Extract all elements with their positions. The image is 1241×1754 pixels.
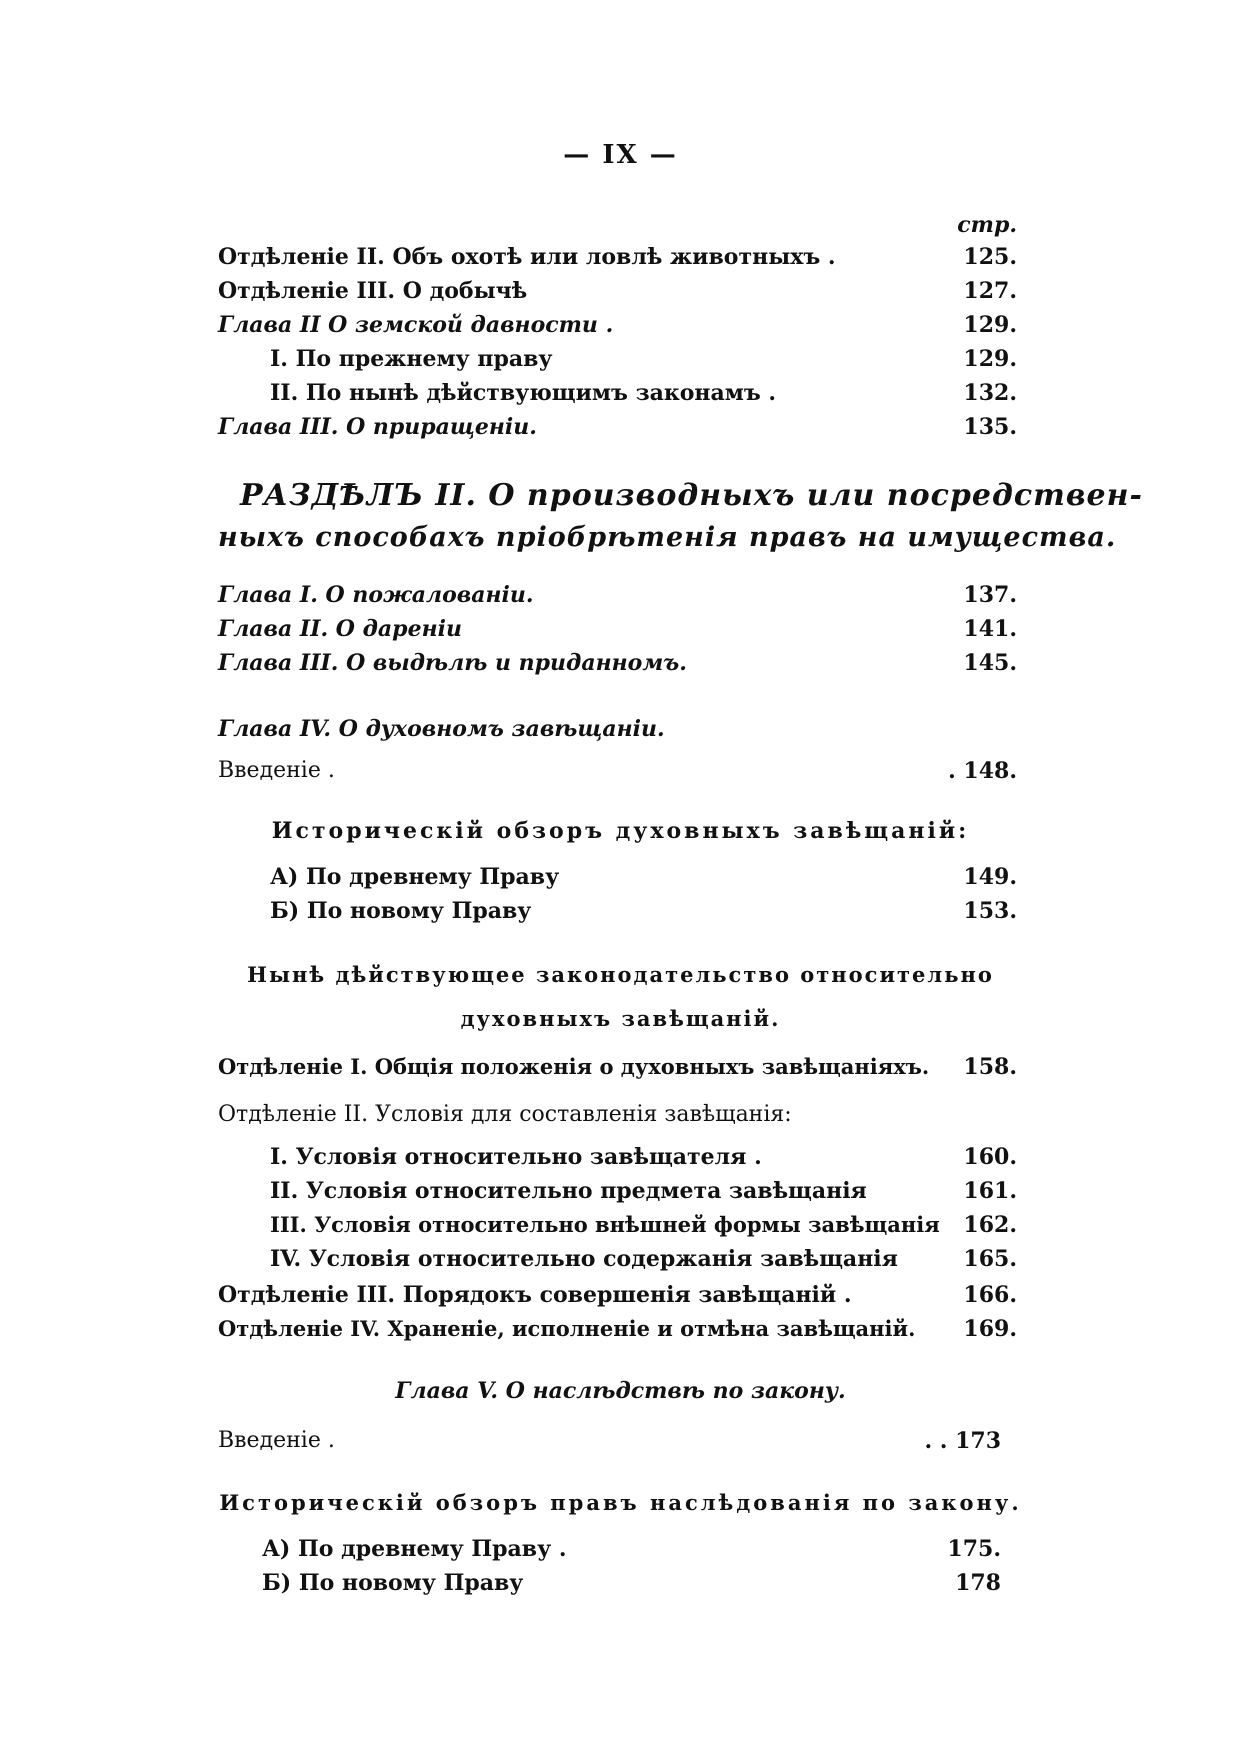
toc-entry [0,244,1241,276]
toc-entry-title: Б) По новому Праву [270,898,532,924]
toc-entry [0,864,1241,896]
toc-entry-title: Отдѣленіе II. Объ охотѣ или ловлѣ животныхъ . [218,244,836,270]
toc-entry [0,1570,1241,1602]
toc-entry-title: II. По нынѣ дѣйствующимъ законамъ . [270,380,777,406]
subsection-heading: Историческій обзоръ духовныхъ завѣщаній: [271,818,970,844]
toc-entry [0,380,1241,412]
toc-entry-title: Отдѣленіе I. Общія положенія о духовныхъ завѣщаніяхъ. [218,1054,930,1079]
toc-entry-page: 169. [963,1316,1017,1342]
chapter-heading [0,716,1241,748]
toc-entry [0,312,1241,344]
toc-entry-page: 132. [963,380,1017,406]
toc-entry-title: Б) По новому Праву [262,1570,524,1596]
toc-entry [0,1246,1241,1278]
toc-entry-page: 175. [947,1536,1001,1562]
toc-entry [0,1144,1241,1176]
toc-entry [0,1428,1241,1460]
toc-entry [0,1282,1241,1314]
toc-entry-page: 149. [963,864,1017,890]
toc-entry [0,616,1241,648]
toc-entry-page: 162. [963,1212,1017,1238]
toc-entry [0,346,1241,378]
page-column-label: стр. [957,212,1017,238]
toc-entry-title: Отдѣленіе III. О добычѣ [218,278,528,304]
toc-entry [0,1212,1241,1244]
toc-entry-title: IV. Условія относительно содержанія завѣщанія [270,1246,898,1272]
toc-entry-title: Глава III. О выдѣлѣ и приданномъ. [218,650,687,676]
toc-entry [0,1178,1241,1210]
toc-entry-title: Глава III. О приращеніи. [218,414,537,440]
toc-entry-title: Глава I. О пожалованіи. [218,582,534,608]
toc-entry-page: . . 173 [924,1428,1001,1454]
toc-entry-page: 129. [963,346,1017,372]
toc-entry-page: 125. [963,244,1017,270]
section-heading-line1: РАЗДѢЛЪ II. О производныхъ или посредствен- [240,478,1143,513]
section-heading-line2: ныхъ способахъ пріобрѣтенія правъ на имущества. [218,522,1117,553]
page-number-header: — IX — [563,140,678,170]
toc-entry-page: 166. [963,1282,1017,1308]
toc-entry [0,898,1241,930]
toc-entry-title: II. Условія относительно предмета завѣщанія [270,1178,867,1204]
toc-entry [0,582,1241,614]
toc-entry-page: 161. [963,1178,1017,1204]
toc-entry [0,1054,1241,1086]
chapter-title: Глава IV. О духовномъ завѣщаніи. [218,716,665,742]
toc-entry-page: 145. [963,650,1017,676]
toc-entry-page: 137. [963,582,1017,608]
toc-entry-title: Отдѣленіе III. Порядокъ совершенія завѣщаній . [218,1282,852,1308]
toc-entry-page: 158. [963,1054,1017,1080]
toc-entry-title: III. Условія относительно внѣшней формы завѣщанія [270,1212,940,1237]
toc-entry-page: 160. [963,1144,1017,1170]
toc-entry-title: Введеніе . [218,758,335,783]
toc-entry-title: I. Условія относительно завѣщателя . [270,1144,762,1170]
toc-entry [0,758,1241,790]
toc-entry-page: 129. [963,312,1017,338]
toc-entry-title: Отдѣленіе IV. Храненіе, исполненіе и отмѣна завѣщаній. [218,1316,916,1341]
subsection-heading: Историческій обзоръ правъ наслѣдованія по закону. [219,1490,1022,1515]
toc-entry-title: Введеніе . [218,1428,335,1453]
toc-entry-page: 178 [955,1570,1001,1596]
toc-entry [0,1316,1241,1348]
toc-entry-title: I. По прежнему праву [270,346,553,372]
toc-entry-page: 141. [963,616,1017,642]
toc-entry-page: 127. [963,278,1017,304]
toc-entry [0,1536,1241,1568]
toc-entry-page: . 148. [948,758,1017,784]
toc-entry [0,414,1241,446]
toc-entry [0,278,1241,310]
toc-entry [0,650,1241,682]
toc-entry-page: 153. [963,898,1017,924]
toc-entry-page: 165. [963,1246,1017,1272]
chapter-heading: Глава V. О наслѣдствѣ по закону. [395,1378,846,1404]
toc-entry-title: А) По древнему Праву [270,864,560,890]
subsection-heading-line2: духовныхъ завѣщаній. [460,1006,781,1031]
toc-entry-title: Глава II. О дареніи [218,616,462,642]
toc-entry-title: Отдѣленіе II. Условія для составленія завѣщанія: [218,1102,792,1127]
toc-entry-title: А) По древнему Праву . [262,1536,567,1562]
toc-entry [0,1102,1241,1134]
toc-entry-page: 135. [963,414,1017,440]
subsection-heading-line1: Нынѣ дѣйствующее законодательство относительно [247,962,994,987]
toc-entry-title: Глава II О земской давности . [218,312,614,338]
